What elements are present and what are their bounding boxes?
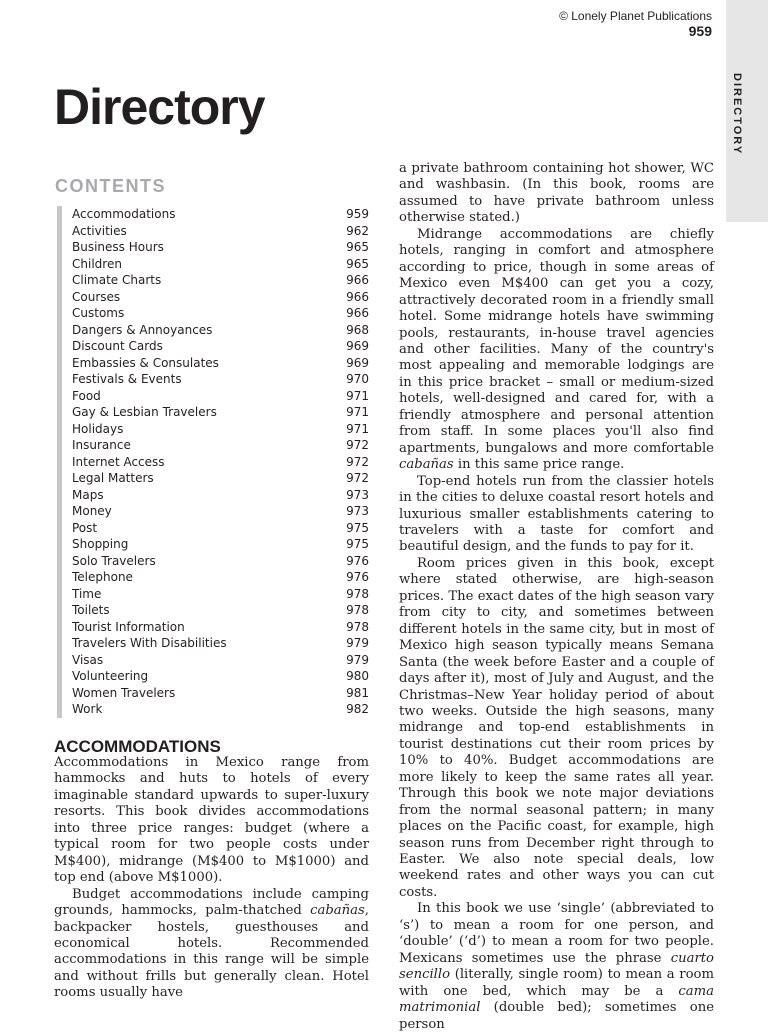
toc-item[interactable] <box>62 503 369 520</box>
toc-item-page: 969 <box>346 339 369 353</box>
table-of-contents <box>57 206 369 718</box>
toc-item-page: 968 <box>346 322 369 337</box>
toc-item[interactable] <box>62 602 369 619</box>
paragraph-text: Midrange accommodations are chiefly hotels, ranging in comfort and atmosphere according to price, though in some areas of Mexico even M$400 can get you a cozy, attractively decorated room in a friendly small hotel. Some midrange hotels have swimming pools, restaurants, in-house travel agencies and other facilities. Many of the country's most appealing and memorable lodgings are in this price bracket – small or medium-sized hotels, well-designed and cared for, with a friendly atmosphere and personal attention from staff. In some places you'll also find apartments, bungalows and more comfortable <box>399 226 714 456</box>
body-paragraph <box>54 755 369 887</box>
toc-item[interactable] <box>62 685 369 702</box>
toc-item-page: 970 <box>346 372 369 386</box>
toc-item[interactable] <box>62 701 369 718</box>
body-paragraph <box>399 227 714 474</box>
toc-item-label: Activities <box>72 223 127 238</box>
toc-item[interactable] <box>62 388 369 405</box>
toc-item-page: 975 <box>346 520 369 535</box>
contents-heading: CONTENTS <box>55 176 166 196</box>
page-number: 959 <box>688 23 712 39</box>
toc-item-label: Internet Access <box>72 454 165 469</box>
toc-item-page: 973 <box>346 487 369 502</box>
toc-item[interactable] <box>62 223 369 240</box>
paragraph-text: a private bathroom containing hot shower, WC and washbasin. (In this book, rooms are assumed to have private bathroom unless otherwise stated.) <box>399 161 714 226</box>
toc-item-page: 971 <box>346 405 369 419</box>
toc-item[interactable] <box>62 586 369 603</box>
toc-item-page: 965 <box>346 256 369 271</box>
toc-item-label: Legal Matters <box>72 471 154 485</box>
toc-item[interactable] <box>62 305 369 322</box>
toc-item-page: 978 <box>346 603 369 617</box>
toc-item-page: 962 <box>346 223 369 238</box>
toc-item-page: 966 <box>346 273 369 287</box>
toc-item[interactable] <box>62 404 369 421</box>
toc-item-label: Gay & Lesbian Travelers <box>72 405 217 419</box>
toc-item-page: 972 <box>346 471 369 485</box>
toc-item-label: Post <box>72 520 98 535</box>
toc-item-label: Solo Travelers <box>72 553 156 568</box>
toc-item-label: Business Hours <box>72 240 164 254</box>
paragraph-text: (literally, single room) to mean a room with one bed, which may be a <box>399 967 714 999</box>
toc-item[interactable] <box>62 289 369 306</box>
toc-item-label: Food <box>72 388 101 403</box>
paragraph-text: Top-end hotels run from the classier hotels in the cities to deluxe coastal resort hotels and luxurious smaller establishments catering to travelers with a taste for comfort and beautiful design, and the funds to pay for it. <box>399 473 714 555</box>
toc-item-label: Dangers & Annoyances <box>72 322 213 337</box>
toc-item-page: 971 <box>346 388 369 403</box>
paragraph-text: In this book we use ‘single’ (abbreviated to ‘s’) to mean a room for one person, and ‘double’ (‘d’) to mean a room for two people. Mexicans sometimes use the phrase <box>399 901 714 966</box>
section-heading: ACCOMMODATIONS <box>54 737 221 756</box>
toc-item[interactable] <box>62 256 369 273</box>
toc-item-label: Money <box>72 504 112 518</box>
toc-item-label: Tourist Information <box>72 619 185 634</box>
toc-item-label: Children <box>72 256 122 271</box>
toc-item-page: 976 <box>346 570 369 584</box>
body-paragraph <box>399 556 714 902</box>
toc-item-label: Work <box>72 702 103 716</box>
toc-item-label: Courses <box>72 289 121 304</box>
toc-item-label: Festivals & Events <box>72 372 182 386</box>
toc-item-page: 972 <box>346 454 369 469</box>
toc-item-label: Volunteering <box>72 669 149 683</box>
toc-item-page: 979 <box>346 652 369 667</box>
paragraph-text: in this same price range. <box>453 457 625 473</box>
toc-item-label: Customs <box>72 306 125 320</box>
toc-item-page: 976 <box>346 553 369 568</box>
toc-item[interactable] <box>62 652 369 669</box>
toc-item-label: Accommodations <box>72 207 176 221</box>
italic-term: cabañas <box>310 903 365 919</box>
toc-item-label: Insurance <box>72 438 131 452</box>
toc-item-label: Shopping <box>72 537 129 551</box>
toc-item-label: Discount Cards <box>72 339 163 353</box>
toc-item-label: Embassies & Consulates <box>72 355 219 370</box>
toc-item[interactable] <box>62 553 369 570</box>
body-paragraph <box>399 901 714 1033</box>
italic-term: cama matrimonial <box>399 983 714 1016</box>
toc-item-page: 978 <box>346 619 369 634</box>
toc-item-label: Women Travelers <box>72 685 176 700</box>
toc-item[interactable] <box>62 619 369 636</box>
toc-item-page: 971 <box>346 421 369 436</box>
paragraph-text: (double bed); sometimes one person <box>399 1000 714 1032</box>
toc-item[interactable] <box>62 272 369 289</box>
toc-item-label: Holidays <box>72 421 124 436</box>
toc-item-label: Maps <box>72 487 104 502</box>
toc-item[interactable] <box>62 536 369 553</box>
body-paragraph <box>399 161 714 227</box>
toc-item[interactable] <box>62 487 369 504</box>
publisher-credit: © Lonely Planet Publications <box>559 9 712 23</box>
toc-item[interactable] <box>62 355 369 372</box>
toc-item[interactable] <box>62 239 369 256</box>
paragraph-text: , backpacker hostels, guesthouses and economical hotels. Recommended accommodations in this range will be simple and without frills but generally clean. Hotel rooms usually have <box>54 903 369 1001</box>
toc-item-label: Climate Charts <box>72 273 162 287</box>
toc-item-page: 982 <box>346 702 369 716</box>
toc-item-label: Travelers With Disabilities <box>72 636 227 650</box>
body-paragraph <box>54 887 369 1002</box>
toc-item-label: Visas <box>72 652 104 667</box>
page-title: Directory <box>54 79 265 135</box>
toc-item-page: 966 <box>346 306 369 320</box>
toc-item[interactable] <box>62 454 369 471</box>
toc-item[interactable] <box>62 421 369 438</box>
toc-item-page: 980 <box>346 669 369 683</box>
side-tab-label: DIRECTORY <box>731 73 743 156</box>
toc-item[interactable] <box>62 520 369 537</box>
toc-item[interactable] <box>62 206 369 223</box>
toc-item-page: 973 <box>346 504 369 518</box>
body-column-left <box>54 755 369 1002</box>
toc-item-page: 978 <box>346 586 369 601</box>
toc-item-page: 981 <box>346 685 369 700</box>
toc-item[interactable] <box>62 470 369 487</box>
toc-item[interactable] <box>62 668 369 685</box>
toc-item-label: Toilets <box>72 603 110 617</box>
body-column-right <box>399 161 714 1033</box>
toc-item-page: 979 <box>346 636 369 650</box>
italic-term: cuarto sencillo <box>399 950 714 983</box>
toc-item[interactable] <box>62 371 369 388</box>
toc-item[interactable] <box>62 437 369 454</box>
toc-item[interactable] <box>62 322 369 339</box>
paragraph-text: Room prices given in this book, except where stated otherwise, are high-season prices. The exact dates of the high season vary from city to city, and sometimes between different hotels in the same city, but in most of Mexico high season typically means Semana Santa (the week before Easter and a couple of days after it), most of July and August, and the Christmas–New Year holiday period of about two weeks. Outside the high seasons, many midrange and top-end establishments in tourist destinations cut their room prices by 10% to 40%. Budget accommodations are more likely to keep the same rates all year. Through this book we note major deviations from the normal seasonal pattern; in many places on the Pacific coast, for example, high season runs from December right through to Easter. We also note special deals, low weekend rates and other ways you can cut costs. <box>399 555 714 900</box>
toc-item[interactable] <box>62 569 369 586</box>
italic-term: cabañas <box>399 457 454 473</box>
toc-item-page: 972 <box>346 438 369 452</box>
paragraph-text: Budget accommodations include camping grounds, hammocks, palm-thatched <box>54 886 369 919</box>
toc-item-page: 966 <box>346 289 369 304</box>
paragraph-text: Accommodations in Mexico range from hammocks and huts to hotels of every imaginable standard upwards to super-luxury resorts. This book divides accommodations into three price ranges: budget (where a typical room for two people costs under M$400), midrange (M$400 to M$1000) and top end (above M$1000). <box>54 755 369 886</box>
toc-item-page: 959 <box>346 207 369 221</box>
toc-item-label: Time <box>72 586 102 601</box>
body-paragraph <box>399 474 714 556</box>
toc-item[interactable] <box>62 338 369 355</box>
toc-item[interactable] <box>62 635 369 652</box>
toc-item-label: Telephone <box>72 570 133 584</box>
toc-item-page: 965 <box>346 240 369 254</box>
toc-item-page: 975 <box>346 537 369 551</box>
toc-item-page: 969 <box>346 355 369 370</box>
